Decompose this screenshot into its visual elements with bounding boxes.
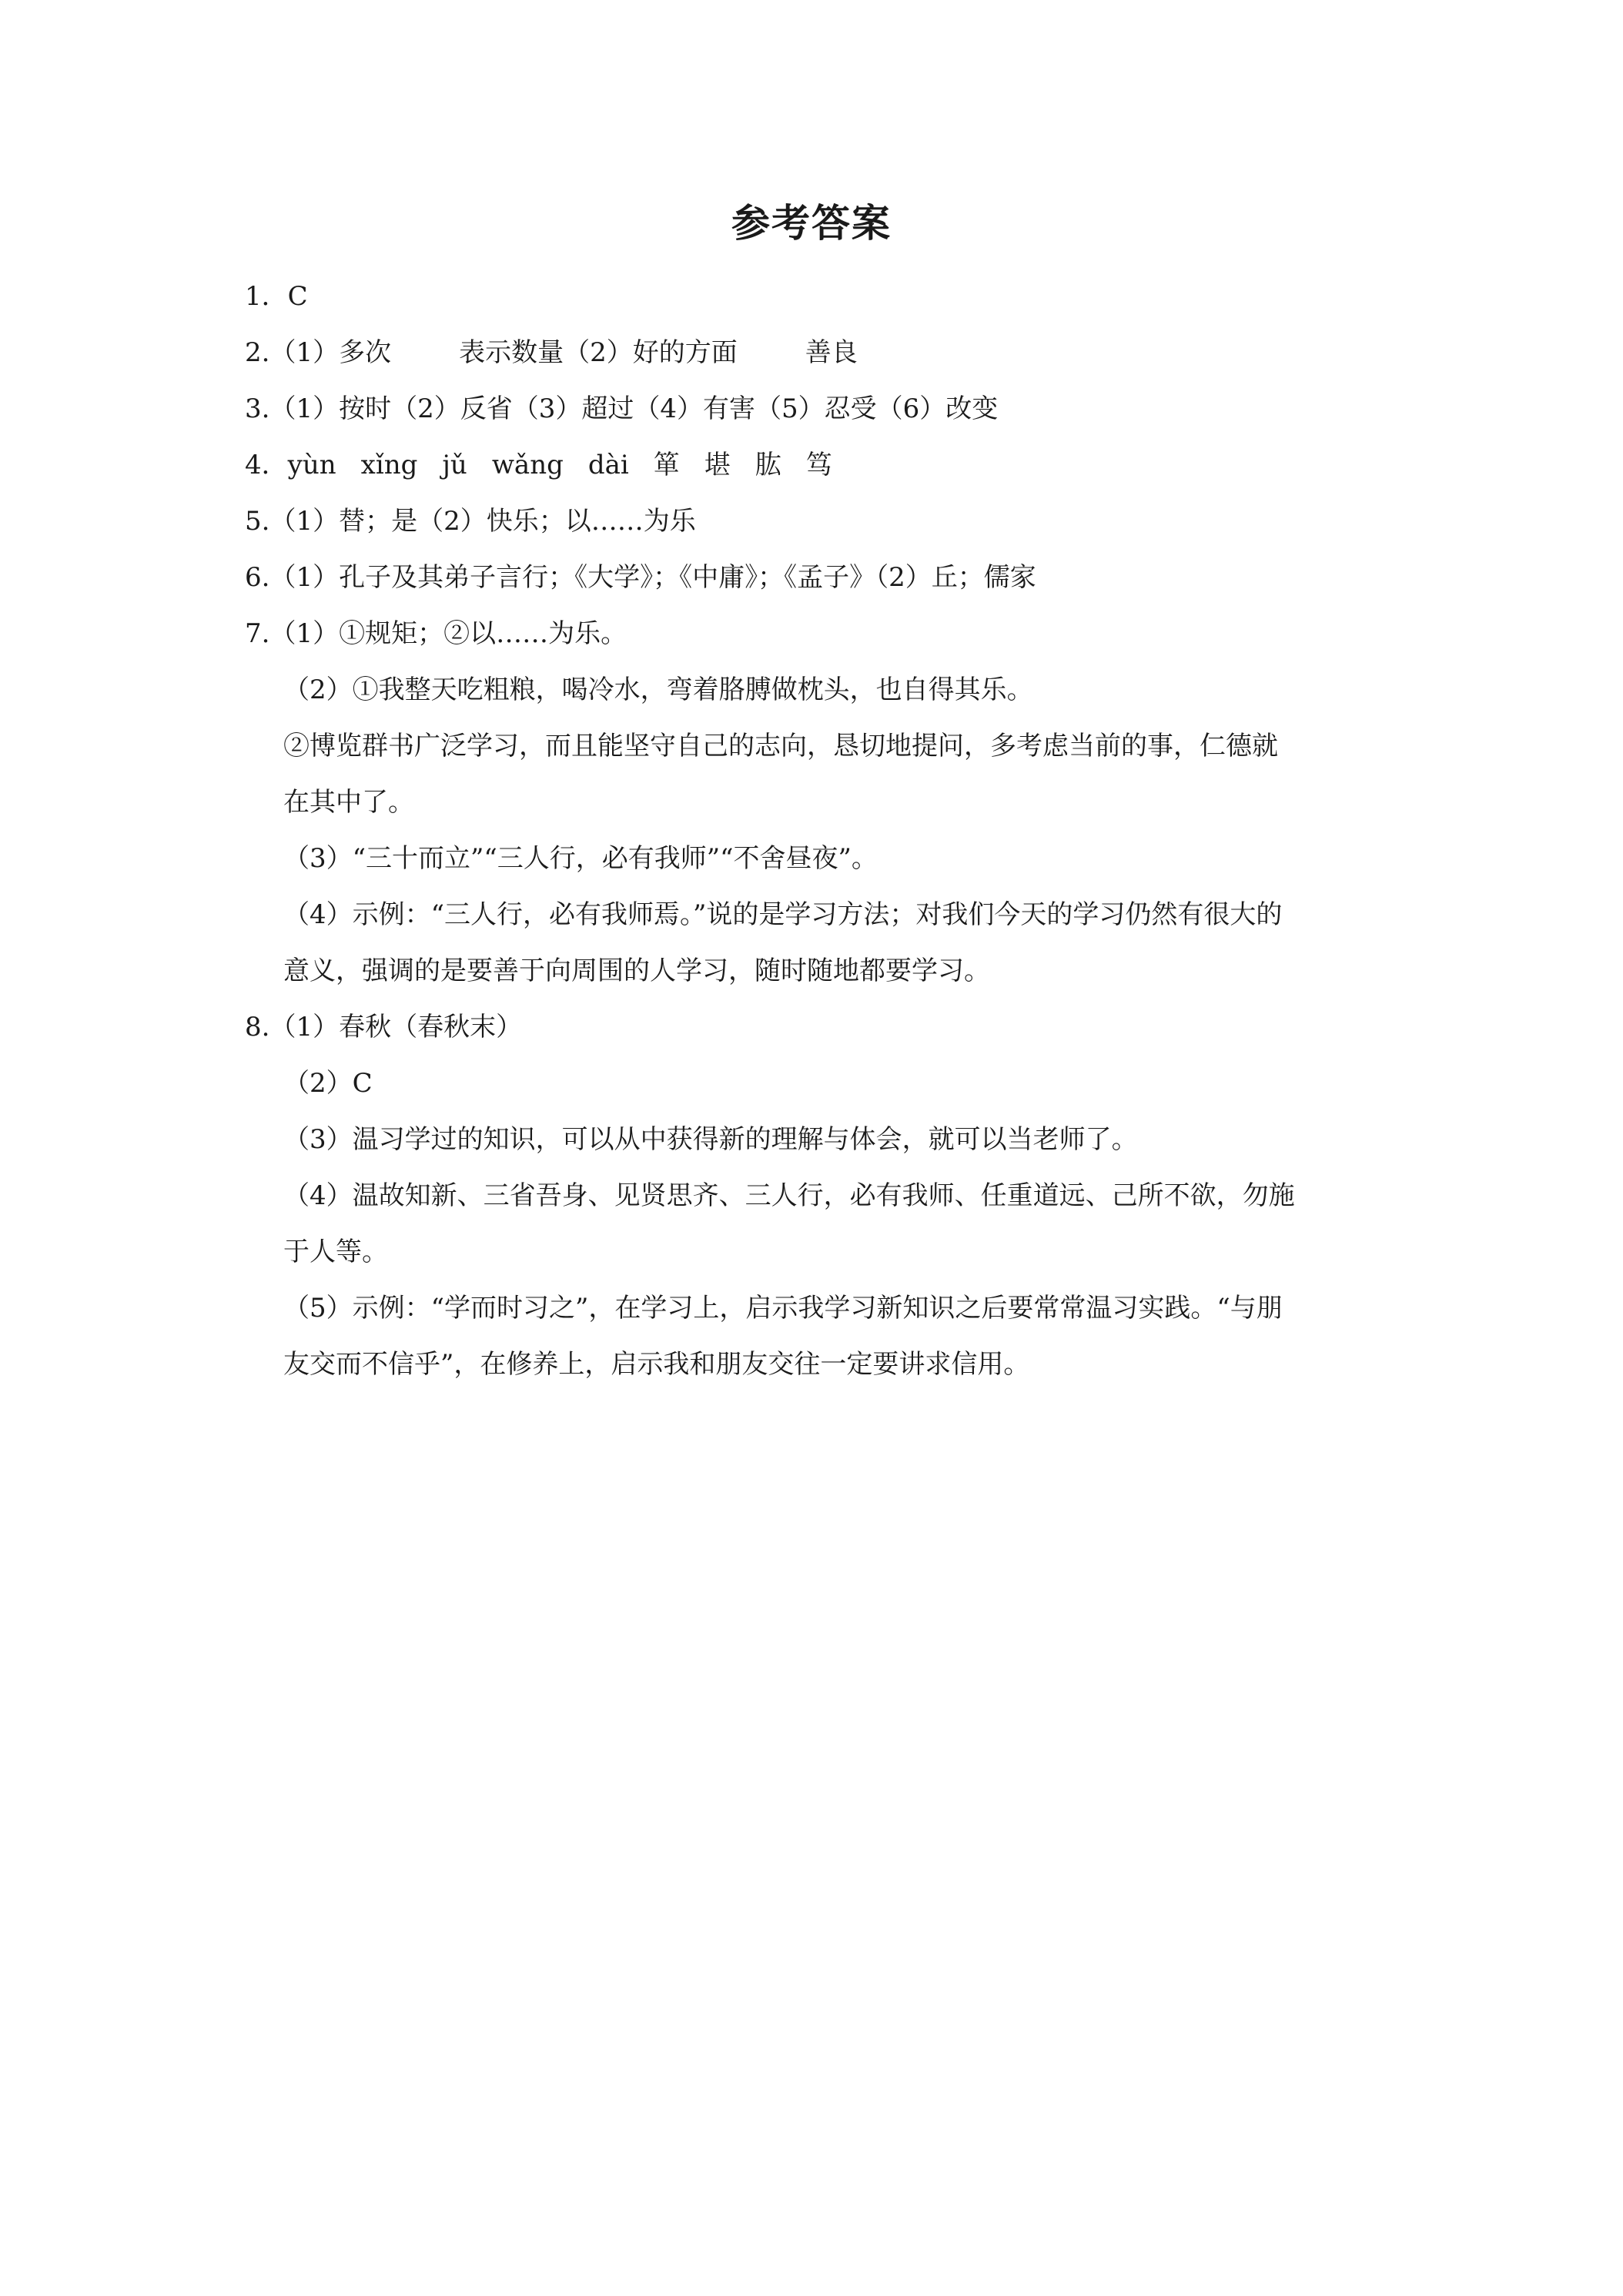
answer-7-line-7: 意义，强调的是要善于向周围的人学习，随时随地都要学习。 (283, 956, 990, 986)
answer-7-line-4: 在其中了。 (283, 787, 414, 818)
answer-8-line-1: 8.（1）春秋（春秋末） (245, 1012, 523, 1043)
pinyin-item: wǎng (491, 450, 564, 480)
answer-6: 6.（1）孔子及其弟子言行；《大学》；《中庸》；《孟子》（2）丘；儒家 (245, 562, 1036, 593)
answer-7-line-5: （3）“三十而立”“三人行，必有我师”“不舍昼夜”。 (283, 843, 878, 874)
character-item: 笃 (805, 450, 832, 480)
character-item: 箪 (653, 450, 680, 480)
pinyin-item: jǔ (442, 450, 467, 480)
answer-2-part-2: 表示数量（2）好的方面 (459, 337, 738, 368)
pinyin-item: xǐng (360, 450, 418, 480)
answer-2-part-1: 2.（1）多次 (245, 337, 392, 368)
page-title: 参考答案 (731, 201, 892, 246)
answer-7-line-2: （2）①我整天吃粗粮，喝冷水，弯着胳膊做枕头，也自得其乐。 (283, 674, 1033, 705)
answer-5: 5.（1）替；是（2）快乐；以……为乐 (245, 506, 696, 537)
answer-7-line-1: 7.（1）①规矩；②以……为乐。 (245, 618, 627, 649)
answer-8-line-3: （3）温习学过的知识，可以从中获得新的理解与体会，就可以当老师了。 (283, 1124, 1138, 1155)
answer-8-line-7: 友交而不信乎”，在修养上，启示我和朋友交往一定要讲求信用。 (283, 1349, 1030, 1380)
answer-4-prefix: 4． (245, 450, 288, 480)
answer-8-line-6: （5）示例：“学而时习之”，在学习上，启示我学习新知识之后要常常温习实践。“与朋 (283, 1293, 1283, 1324)
pinyin-item: yùn (287, 450, 336, 480)
character-item: 肱 (755, 450, 781, 480)
answer-2 (245, 333, 858, 372)
answer-8-line-2: （2）C (283, 1068, 373, 1099)
answer-8-line-4: （4）温故知新、三省吾身、见贤思齐、三人行，必有我师、任重道远、己所不欲，勿施 (283, 1180, 1295, 1211)
answer-4 (245, 446, 857, 484)
answer-8-line-5: 于人等。 (283, 1237, 388, 1267)
answer-3: 3.（1）按时（2）反省（3）超过（4）有害（5）忍受（6）改变 (245, 393, 999, 424)
character-item: 堪 (704, 450, 731, 480)
answer-1: 1．C (245, 281, 308, 312)
answer-7-line-3: ②博览群书广泛学习，而且能坚守自己的志向，恳切地提问，多考虑当前的事，仁德就 (283, 731, 1278, 761)
answer-7-line-6: （4）示例：“三人行，必有我师焉。”说的是学习方法；对我们今天的学习仍然有很大的 (283, 899, 1283, 930)
answer-2-part-3: 善良 (805, 337, 858, 368)
pinyin-item: dài (587, 450, 629, 480)
